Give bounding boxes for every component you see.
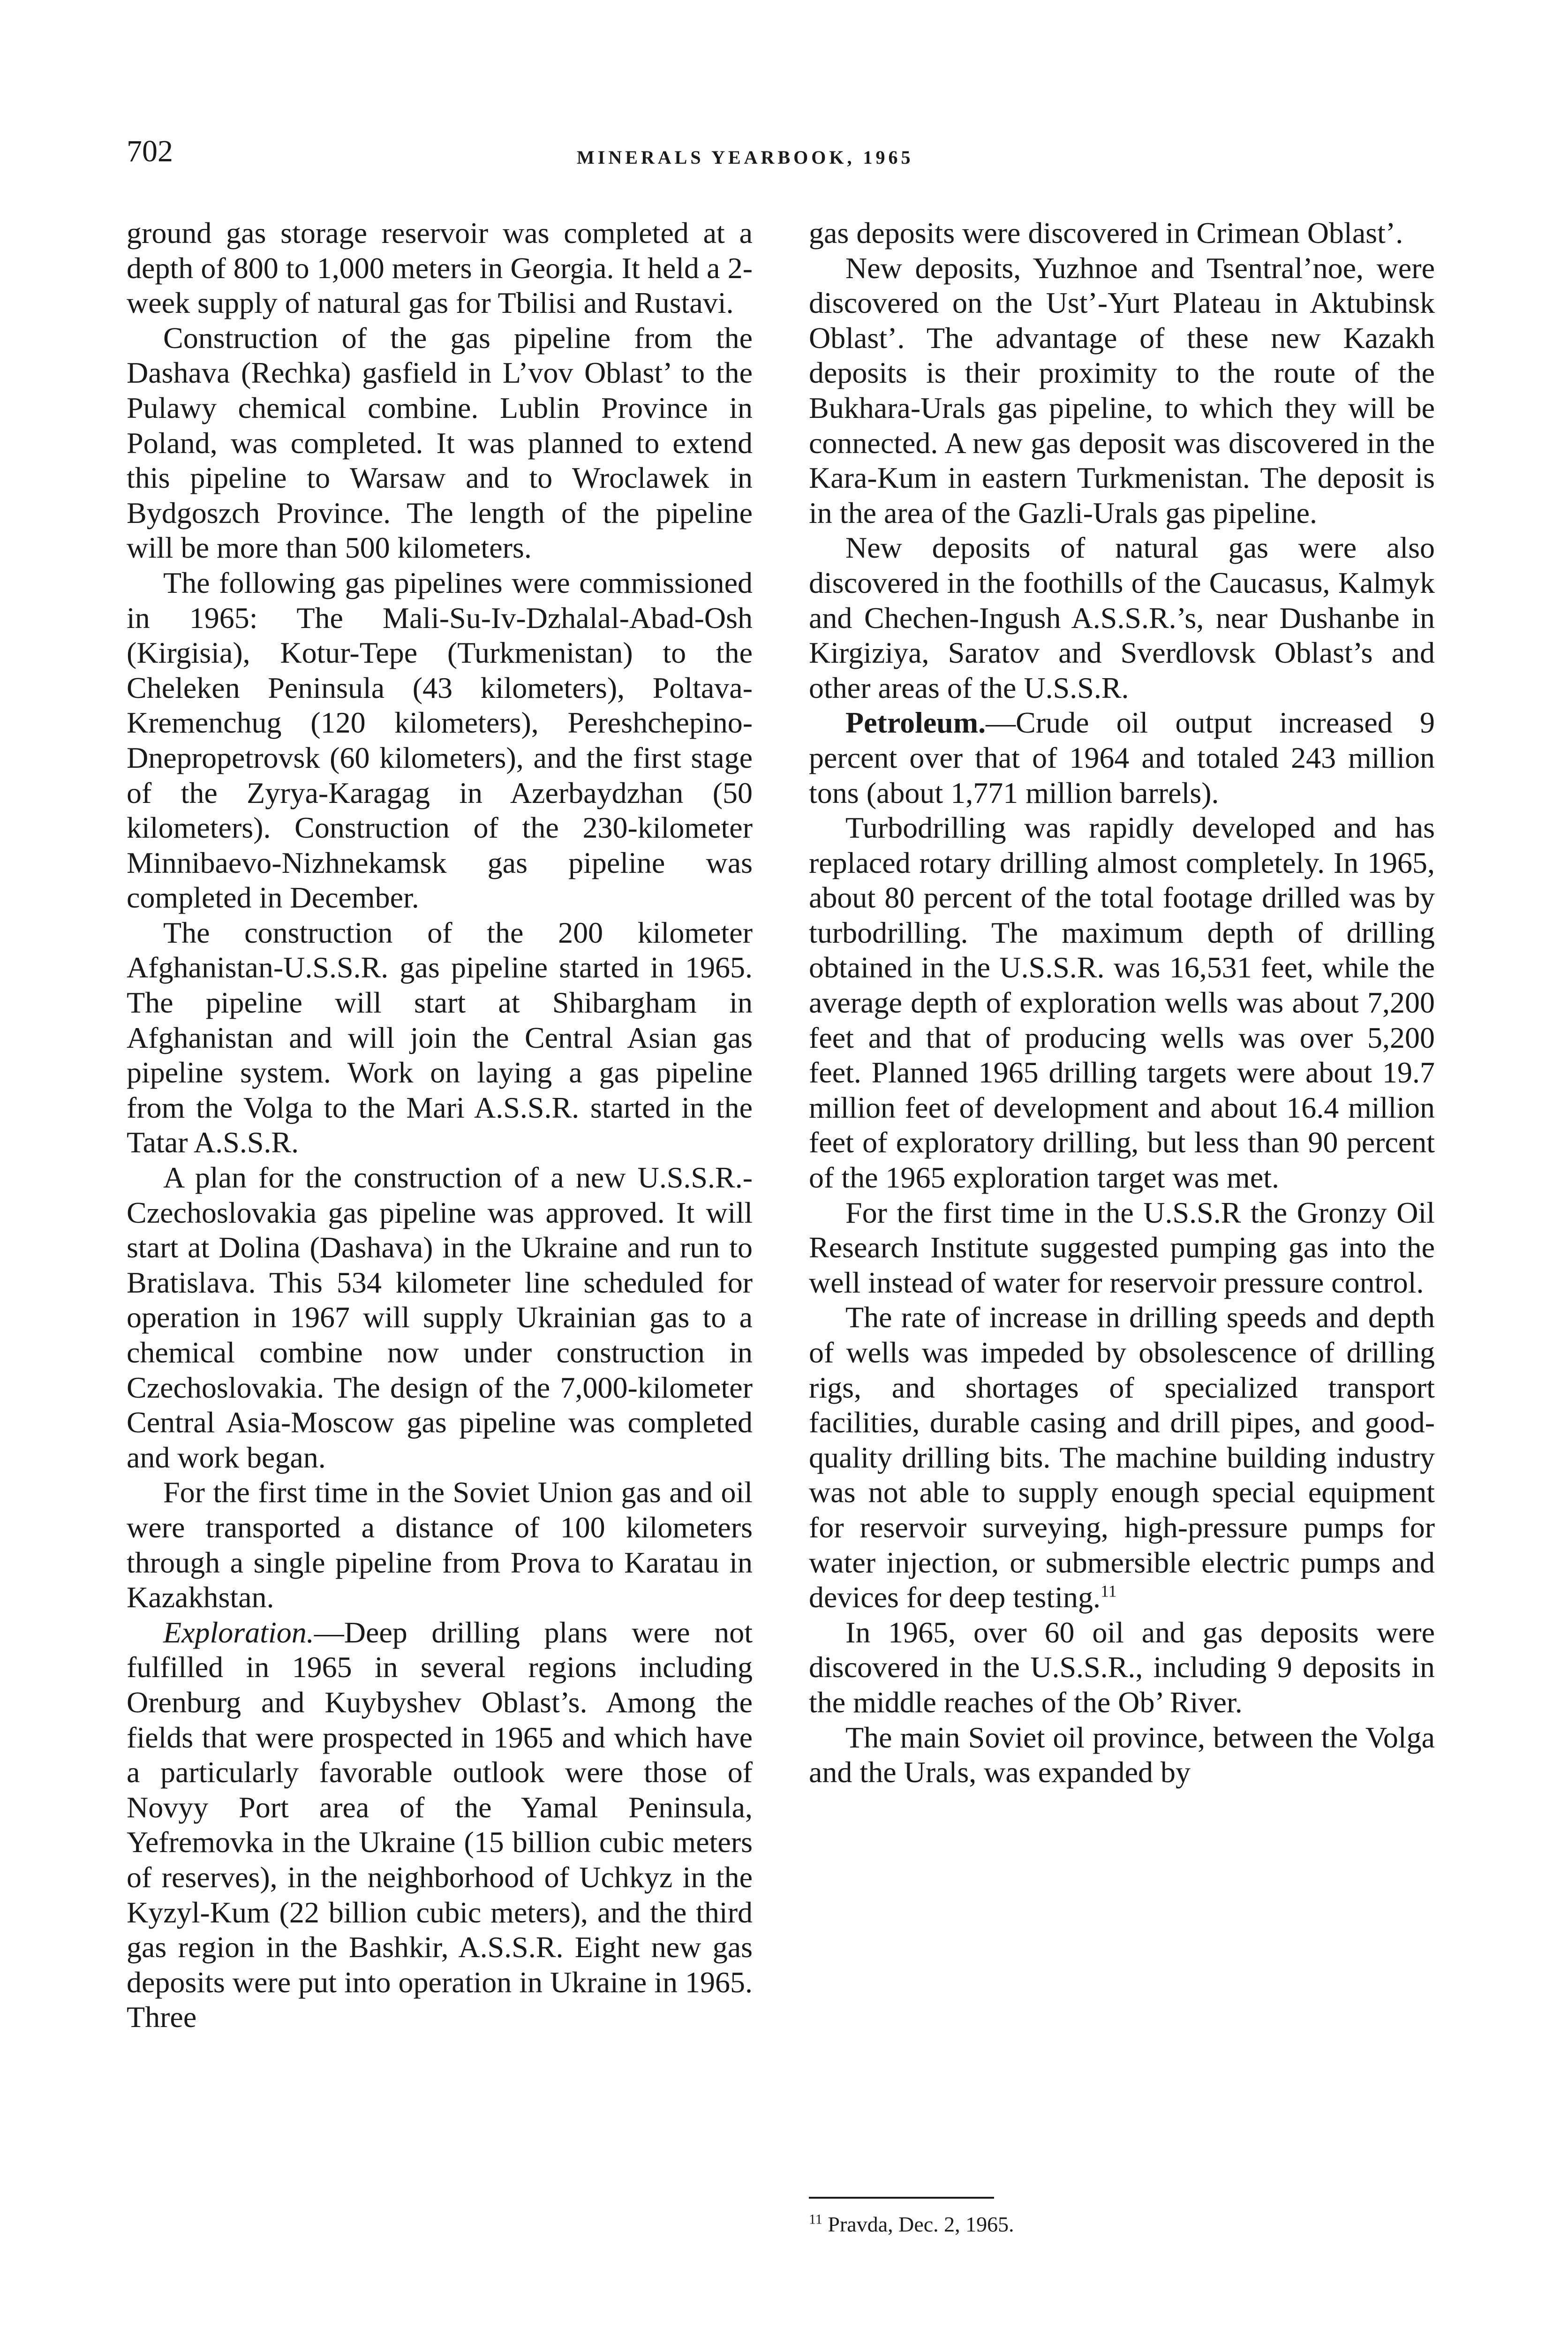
footnote-text: Pravda, Dec. 2, 1965. bbox=[828, 2212, 1014, 2236]
paragraph: Turbodrilling was rapidly developed and has replaced rotary drilling almost completely. In 1965, about 80 percent of the total footage drilled was by turbodrilling. The maximum depth of drilling obtained in the U.S.S.R. was 16,531 feet, while the average depth of exploration wells was about 7,200 feet and that of producing wells was over 5,200 feet. Planned 1965 drilling targets were about 19.7 million feet of development and about 16.4 million feet of exploratory drilling, but less than 90 percent of the 1965 exploration target was met. bbox=[809, 811, 1435, 1195]
section-heading-petroleum: Petroleum. bbox=[845, 706, 986, 740]
right-column bbox=[809, 216, 1435, 1790]
running-title: MINERALS YEARBOOK, 1965 bbox=[577, 147, 914, 168]
paragraph bbox=[809, 1300, 1435, 1615]
paragraph: gas deposits were discovered in Crimean Oblast’. bbox=[809, 216, 1403, 250]
footnote-number: 11 bbox=[809, 2211, 822, 2227]
section-heading-exploration: Exploration. bbox=[163, 1615, 314, 1649]
paragraph-text: —Deep drilling plans were not fulfilled in 1965 in several regions including Orenburg and Kuybyshev Oblast’s. Among the fields that were prospected in 1965 and which have a particularly favorable outlook were those of Novyy Port area of the Yamal Peninsula, Yefremovka in the Ukraine (15 billion cubic meters of reserves), in the neighborhood of Uchkyz in the Kyzyl-Kum (22 billion cubic meters), and the third gas region in the Bashkir, A.S.S.R. Eight new gas deposits were put into operation in Ukraine in 1965. Three bbox=[127, 1615, 753, 2034]
paragraph: For the first time in the Soviet Union gas and oil were transported a distance of 100 kilometers through a single pipeline from Prova to Karatau in Kazakhstan. bbox=[127, 1475, 753, 1614]
page-number: 702 bbox=[127, 134, 173, 168]
paragraph: A plan for the construction of a new U.S.S.R.-Czechoslovakia gas pipeline was approved. It will start at Dolina (Dashava) in the Ukraine and run to Bratislava. This 534 kilometer line scheduled for operation in 1967 will supply Ukrainian gas to a chemical combine now under construction in Czechoslovakia. The design of the 7,000-kilometer Central Asia-Moscow gas pipeline was completed and work began. bbox=[127, 1161, 753, 1474]
paragraph: For the first time in the U.S.S.R the Gronzy Oil Research Institute suggested pumping gas into the well instead of water for reservoir pressure control. bbox=[809, 1195, 1435, 1299]
footnote-reference: 11 bbox=[1101, 1581, 1117, 1601]
paragraph-petroleum bbox=[809, 705, 1435, 810]
paragraph-exploration bbox=[127, 1615, 753, 2035]
paragraph: The main Soviet oil province, between the Volga and the Urals, was expanded by bbox=[809, 1720, 1435, 1789]
paragraph: The construction of the 200 kilometer Afghanistan-U.S.S.R. gas pipeline started in 1965. The pipeline will start at Shibargham in Afghanistan and will join the Central Asian gas pipeline system. Work on laying a gas pipeline from the Volga to the Mari A.S.S.R. started in the Tatar A.S.S.R. bbox=[127, 915, 753, 1159]
paragraph: New deposits, Yuzhnoe and Tsentral’noe, were discovered on the Ust’-Yurt Plateau in Aktubinsk Oblast’. The advantage of these new Kazakh deposits is their proximity to the route of the Bukhara-Urals gas pipeline, to which they will be connected. A new gas deposit was discovered in the Kara-Kum in eastern Turkmenistan. The deposit is in the area of the Gazli-Urals gas pipeline. bbox=[809, 251, 1435, 530]
paragraph: The following gas pipelines were commissioned in 1965: The Mali-Su-Iv-Dzhalal-Abad-Osh (Kirgisia), Kotur-Tepe (Turkmenistan) to the Cheleken Peninsula (43 kilometers), Poltava-Kremenchug (120 kilometers), Pereshchepino-Dnepropetrovsk (60 kilometers), and the first stage of the Zyrya-Karagag in Azerbaydzhan (50 kilometers). Construction of the 230-kilometer Minnibaevo-Nizhnekamsk gas pipeline was completed in December. bbox=[127, 566, 753, 915]
paragraph: New deposits of natural gas were also discovered in the foothills of the Caucasus, Kalmyk and Chechen-Ingush A.S.S.R.’s, near Dushanbe in Kirgiziya, Saratov and Sverdlovsk Oblast’s and other areas of the U.S.S.R. bbox=[809, 531, 1435, 704]
footnote-divider bbox=[809, 2197, 994, 2199]
paragraph: ground gas storage reservoir was completed at a depth of 800 to 1,000 meters in Georgia. It held a 2-week supply of natural gas for Tbilisi and Rustavi. bbox=[127, 216, 753, 320]
footnote bbox=[809, 2211, 1435, 2238]
paragraph-text: —Crude oil output increased 9 percent over that of 1964 and totaled 243 million tons (about 1,771 million barrels). bbox=[809, 706, 1435, 809]
left-column bbox=[127, 216, 753, 2035]
paragraph: In 1965, over 60 oil and gas deposits were discovered in the U.S.S.R., including 9 deposits in the middle reaches of the Ob’ River. bbox=[809, 1615, 1435, 1719]
paragraph: Construction of the gas pipeline from the Dashava (Rechka) gasfield in L’vov Oblast’ to the Pulawy chemical combine. Lublin Province in Poland, was completed. It was planned to extend this pipeline to Warsaw and to Wroclawek in Bydgoszch Province. The length of the pipeline will be more than 500 kilometers. bbox=[127, 321, 753, 565]
paragraph-text: The rate of increase in drilling speeds and depth of wells was impeded by obsolescence of drilling rigs, and shortages of specialized transport facilities, durable casing and drill pipes, and good-quality drilling bits. The machine building industry was not able to supply enough special equipment for reservoir surveying, high-pressure pumps for water injection, or submersible electric pumps and devices for deep testing. bbox=[809, 1301, 1435, 1614]
